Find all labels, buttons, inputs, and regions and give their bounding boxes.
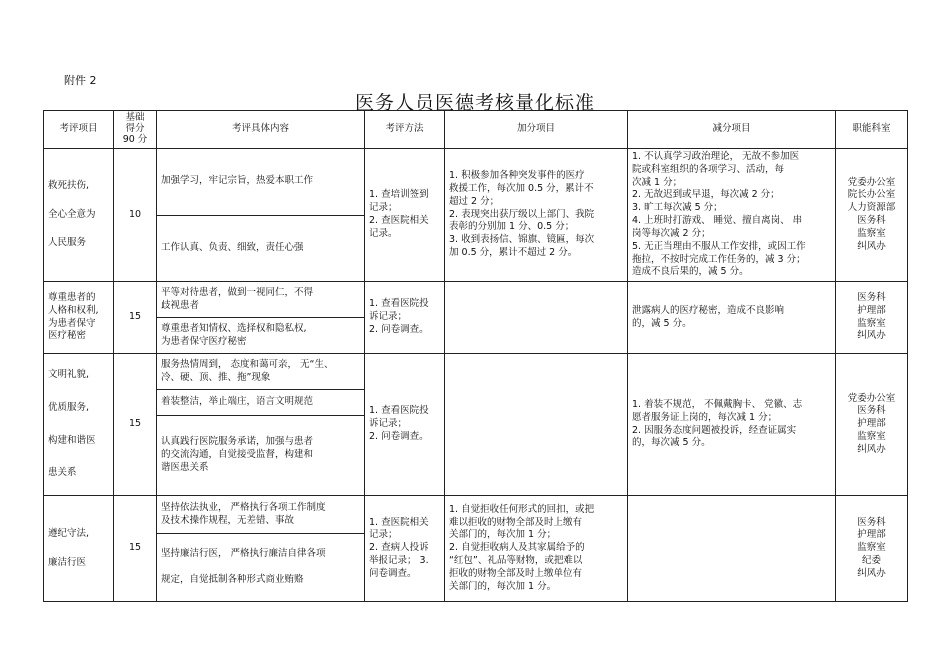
content-cell: 平等对待患者，做到一视同仁，不得 歧视患者 [157, 282, 365, 318]
item-line: 廉洁行医 [48, 556, 87, 568]
header-item: 考评项目 [44, 111, 114, 149]
bonus-cell: 1. 积极参加各种突发事件的医疗 救援工作，每次加 0.5 分，累计不 超过 2 分； 2. 表现突出获厅级以上部门、我院 表彰的分别加 1 分、0.5 分； 3. 收到表扬信、锦旗、镜匾，每次 加 0.5 分，累计不超过 2 分。 [445, 149, 628, 282]
table-row [44, 282, 908, 318]
row-item [44, 149, 114, 282]
row-item: 尊重患者的 人格和权利, 为患者保守 医疗秘密 [44, 282, 114, 354]
content-cell: 认真践行医院服务承诺，加强与患者 的交流沟通，自觉接受监督，构建和 谐医患关系 [157, 416, 365, 496]
page-title: 医务人员医德考核量化标准 [354, 92, 595, 114]
content-cell: 加强学习，牢记宗旨，热爱本职工作 [157, 149, 365, 216]
item-line: 优质服务, [48, 401, 90, 413]
header-dept: 职能科室 [836, 111, 908, 149]
dept-cell: 党委办公室 医务科 护理部 监察室 纠风办 [836, 354, 908, 496]
deduction-cell: 1. 着装不规范， 不佩戴胸卡、 党徽、志 愿者服务证上岗的，每次减 1 分； 2. 因服务态度问题被投诉，经查证属实 的，每次减 5 分。 [628, 354, 836, 496]
header-content: 考评具体内容 [157, 111, 365, 149]
item-line: 患关系 [48, 467, 77, 479]
row-score: 10 [114, 149, 157, 282]
header-bonus: 加分项目 [445, 111, 628, 149]
dept-cell: 党委办公室 院长办公室 人力资源部 医务科 监察室 纠风办 [836, 149, 908, 282]
item-line: 构建和谐医 [48, 434, 96, 446]
table-row [44, 496, 908, 534]
method-cell: 1. 查医院相关 记录； 2. 查病人投诉 举报记录； 3. 问卷调查。 [365, 496, 445, 602]
table-row [44, 149, 908, 216]
content-cell: 尊重患者知情权、选择权和隐私权, 为患者保守医疗秘密 [157, 318, 365, 354]
method-cell: 1. 查看医院投 诉记录； 2. 问卷调查。 [365, 282, 445, 354]
header-deduction: 减分项目 [628, 111, 836, 149]
deduction-cell: 1. 不认真学习政治理论， 无故不参加医 院或科室组织的各项学习、活动，每 次减 1 分； 2. 无故迟到或早退，每次减 2 分； 3. 旷工每次减 5 分； 4. 上班时打游戏、 睡觉、擅自离岗、 串 岗等每次减 2 分； 5. 无正当理由不服从工作安排，或因工作 拖拉，不按时完成工作任务的，减 3 分； 造成不良后果的，减 5 分。 [628, 149, 836, 282]
row-item [44, 354, 114, 496]
item-line: 文明礼貌, [48, 369, 90, 380]
content-cell: 坚持依法执业， 严格执行各项工作制度 及技术操作规程，无差错、事故 [157, 496, 365, 534]
item-line: 全心全意为 [48, 208, 96, 220]
deduction-cell [628, 496, 836, 602]
bonus-cell: 1. 自觉拒收任何形式的回扣，或把 难以拒收的财物全部及时上缴有 关部门的，每次加 1 分； 2. 自觉拒收病人及其家属给予的 “红包”、礼品等财物，或把难以 拒收的财物全部及时上缴单位有 关部门的，每次加 1 分。 [445, 496, 628, 602]
header-base-score: 基础 得分 90 分 [114, 111, 157, 149]
content-cell: 服务热情周到， 态度和蔼可亲， 无“生、 冷、硬、顶、推、拖”现象 [157, 354, 365, 390]
header-method: 考评方法 [365, 111, 445, 149]
item-line: 救死扶伤, [48, 179, 90, 191]
content-cell: 工作认真、负责、细致，责任心强 [157, 215, 365, 282]
row-item [44, 496, 114, 602]
dept-cell: 医务科 护理部 监察室 纪委 纠风办 [836, 496, 908, 602]
item-line: 人民服务 [48, 237, 87, 249]
table-header-row [44, 111, 908, 149]
attachment-label: 附件 2 [64, 74, 97, 87]
dept-cell: 医务科 护理部 监察室 纠风办 [836, 282, 908, 354]
row-score: 15 [114, 496, 157, 602]
bonus-cell [445, 354, 628, 496]
deduction-cell: 泄露病人的医疗秘密，造成不良影响 的，减 5 分。 [628, 282, 836, 354]
bonus-cell [445, 282, 628, 354]
method-cell: 1. 查看医院投 诉记录； 2. 问卷调查。 [365, 354, 445, 496]
table-row [44, 354, 908, 390]
row-score: 15 [114, 354, 157, 496]
item-line: 遵纪守法, [48, 527, 90, 539]
content-cell: 坚持廉洁行医， 严格执行廉洁自律各项 规定，自觉抵制各种形式商业贿赂 [157, 534, 365, 602]
content-cell: 着装整洁，举止端庄，语言文明规范 [157, 390, 365, 416]
row-score: 15 [114, 282, 157, 354]
method-cell: 1. 查培训签到 记录； 2. 查医院相关 记录。 [365, 149, 445, 282]
evaluation-table [43, 110, 908, 602]
